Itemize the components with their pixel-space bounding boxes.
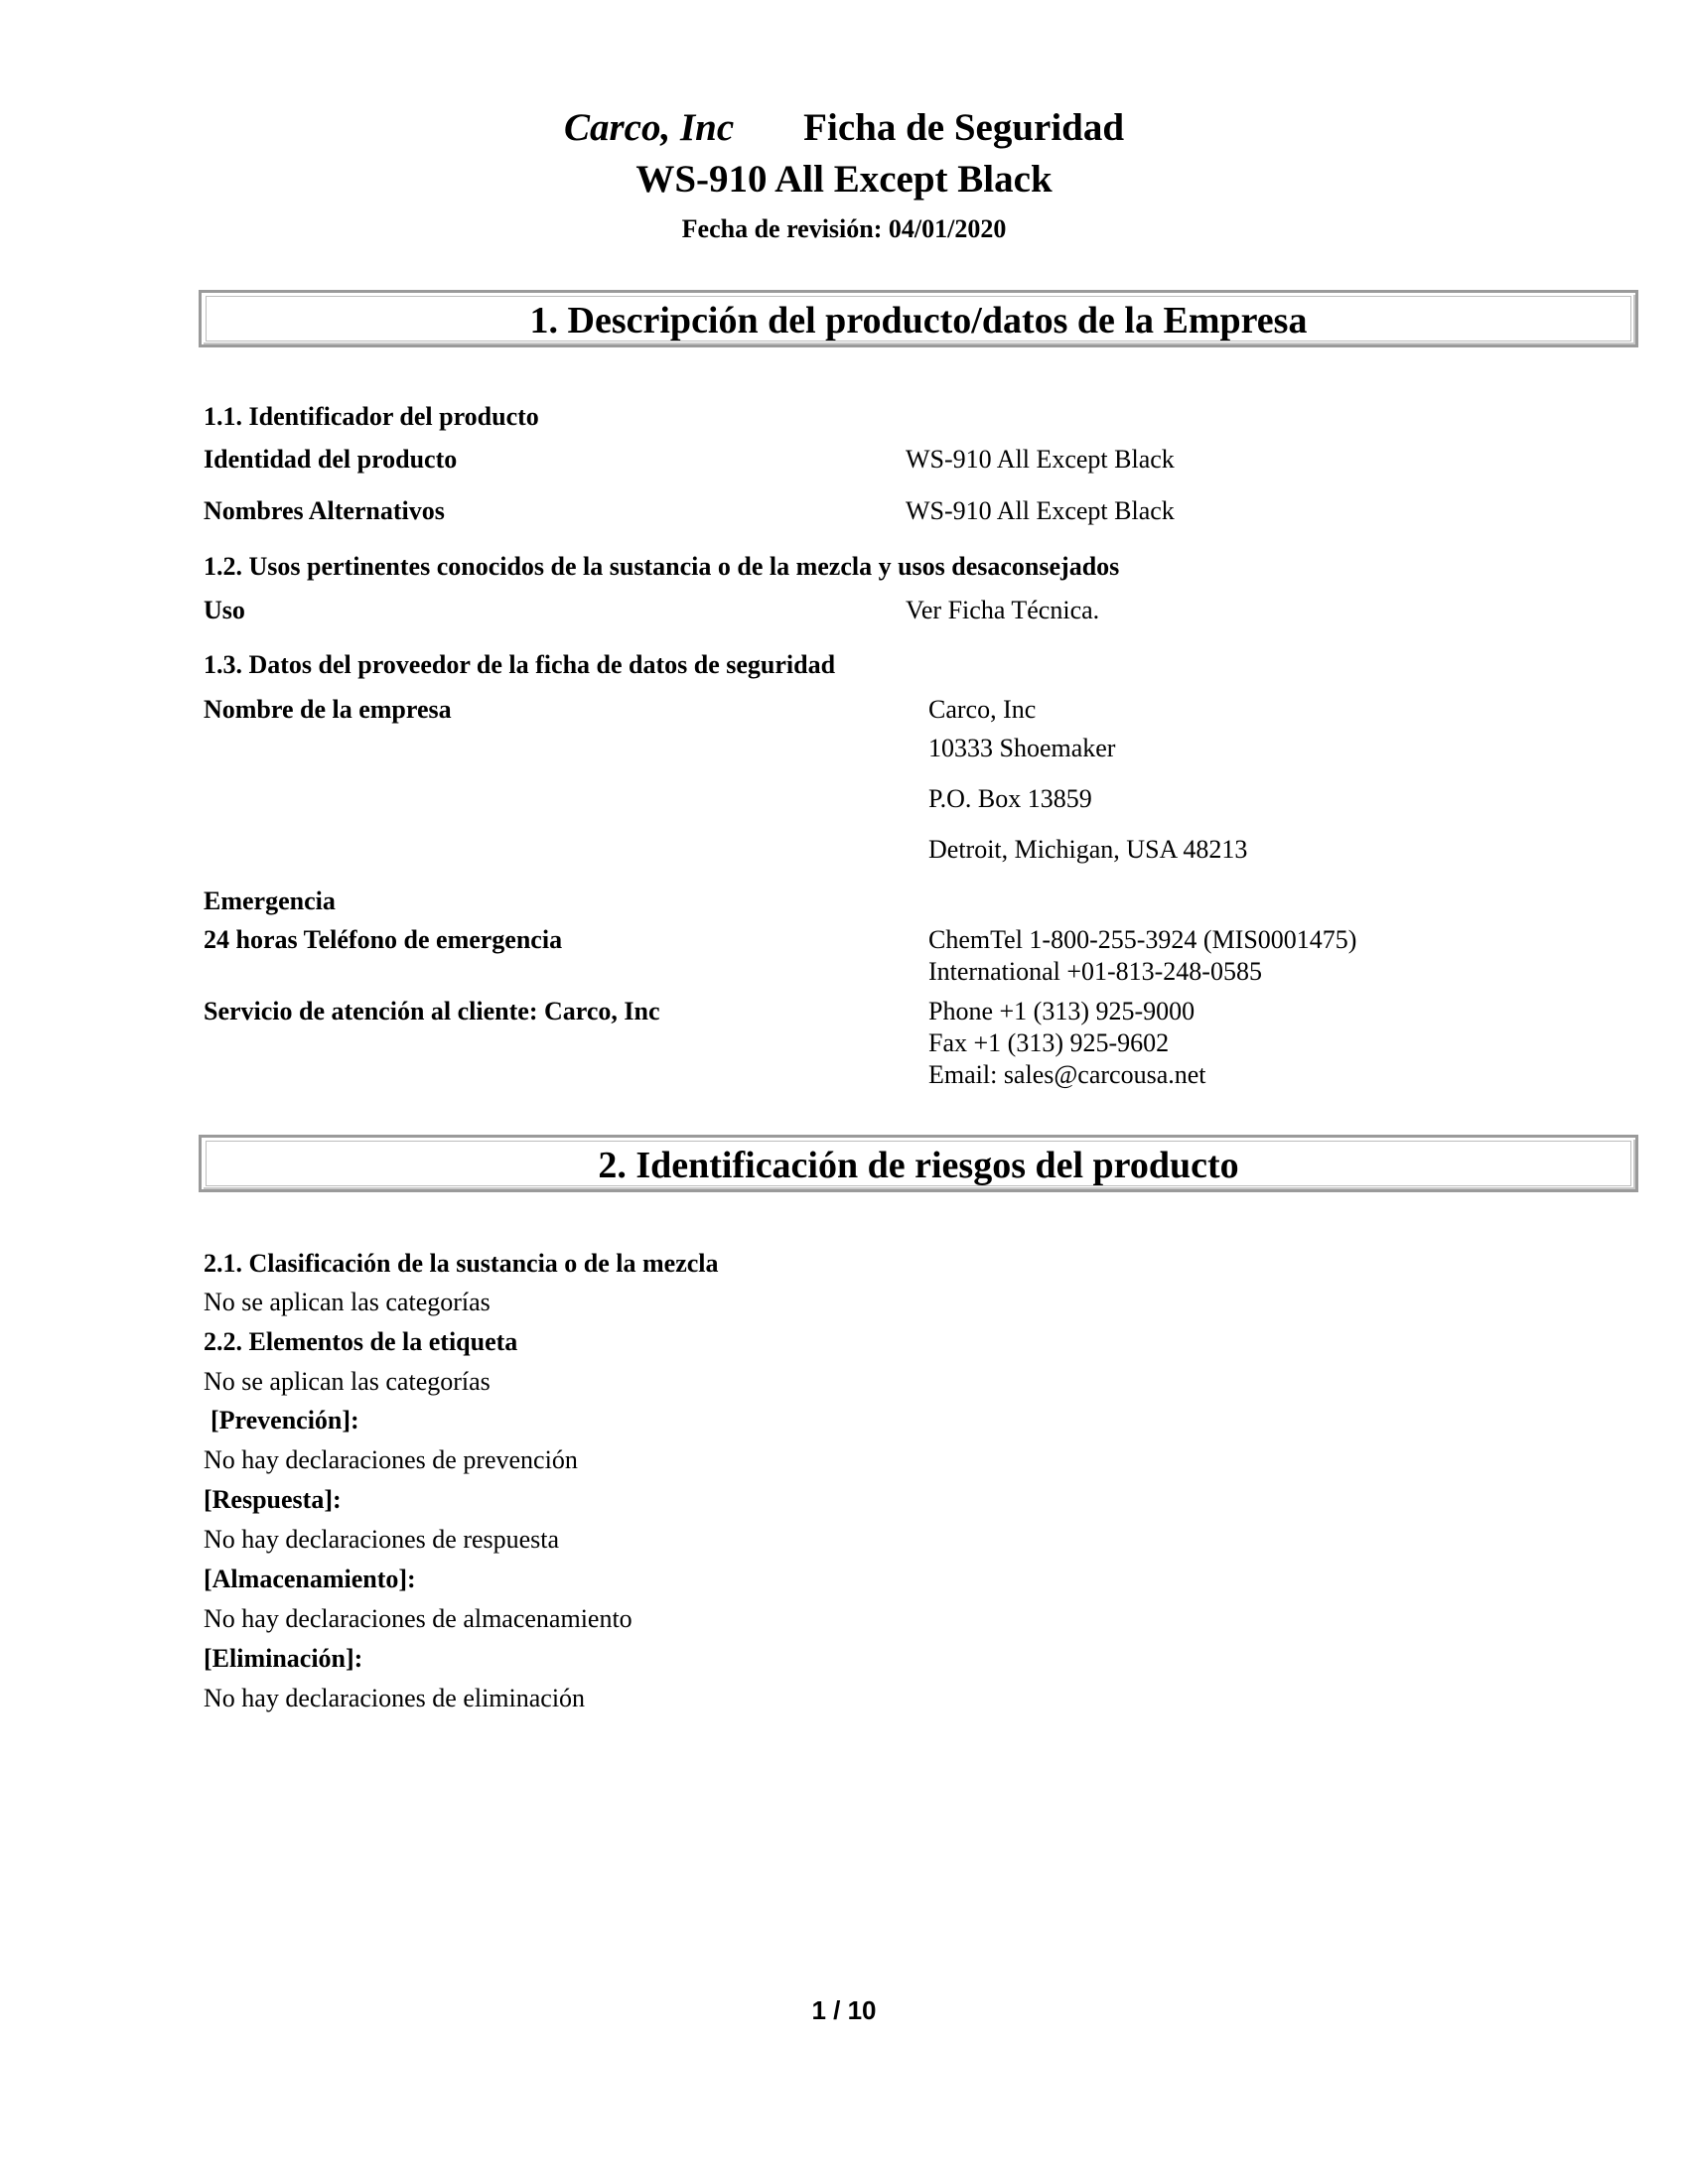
alternative-names-label: Nombres Alternativos [204, 496, 445, 525]
company-address-line: Detroit, Michigan, USA 48213 [928, 835, 1248, 864]
section-2-header [199, 1135, 1638, 1192]
section-1-1-heading: 1.1. Identificador del producto [204, 402, 539, 431]
section-1-header [199, 290, 1638, 347]
page-number: 1 / 10 [811, 1995, 877, 2025]
emergency-phone-label: 24 horas Teléfono de emergencia [204, 925, 563, 954]
company-name: Carco, Inc [563, 106, 735, 149]
company-address-line: P.O. Box 13859 [928, 784, 1092, 813]
prevention-text: No hay declaraciones de prevención [204, 1445, 578, 1474]
company-name-label: Nombre de la empresa [204, 695, 452, 724]
customer-service-line: Phone +1 (313) 925-9000 [928, 997, 1196, 1025]
emergency-phone-line: ChemTel 1-800-255-3924 (MIS0001475) [928, 925, 1357, 954]
response-text: No hay declaraciones de respuesta [204, 1525, 560, 1554]
customer-service-line: Fax +1 (313) 925-9602 [928, 1028, 1170, 1057]
section-2-2-text: No se aplican las categorías [204, 1367, 491, 1396]
section-1-3-heading: 1.3. Datos del proveedor de la ficha de datos de seguridad [204, 650, 836, 679]
response-heading: [Respuesta]: [204, 1485, 342, 1514]
revision-date: Fecha de revisión: 04/01/2020 [681, 214, 1007, 243]
use-label: Uso [204, 596, 245, 624]
section-2-2-heading: 2.2. Elementos de la etiqueta [204, 1327, 518, 1356]
emergency-heading: Emergencia [204, 887, 336, 915]
alternative-names-value: WS-910 All Except Black [906, 496, 1175, 525]
document-header-line [0, 105, 1688, 150]
section-2-1-text: No se aplican las categorías [204, 1288, 491, 1316]
disposal-text: No hay declaraciones de eliminación [204, 1684, 586, 1712]
company-address-line: 10333 Shoemaker [928, 734, 1116, 762]
storage-heading: [Almacenamiento]: [204, 1565, 416, 1593]
document-type: Ficha de Seguridad [803, 106, 1125, 149]
storage-text: No hay declaraciones de almacenamiento [204, 1604, 633, 1633]
use-value: Ver Ficha Técnica. [906, 596, 1100, 624]
section-2-1-heading: 2.1. Clasificación de la sustancia o de la mezcla [204, 1249, 719, 1278]
emergency-phone-line: International +01-813-248-0585 [928, 957, 1262, 986]
section-1-title: 1. Descripción del producto/datos de la Empresa [529, 300, 1308, 341]
prevention-heading: [Prevención]: [211, 1406, 359, 1434]
section-2-title: 2. Identificación de riesgos del producto [598, 1145, 1239, 1186]
company-address-line: Carco, Inc [928, 695, 1037, 724]
product-identity-value: WS-910 All Except Black [906, 445, 1175, 474]
customer-service-line: Email: sales@carcousa.net [928, 1060, 1206, 1089]
section-1-2-heading: 1.2. Usos pertinentes conocidos de la sustancia o de la mezcla y usos desaconsejados [204, 552, 1120, 581]
disposal-heading: [Eliminación]: [204, 1644, 363, 1673]
product-title: WS-910 All Except Black [635, 158, 1053, 201]
customer-service-label: Servicio de atención al cliente: Carco, Inc [204, 997, 660, 1025]
product-identity-label: Identidad del producto [204, 445, 458, 474]
